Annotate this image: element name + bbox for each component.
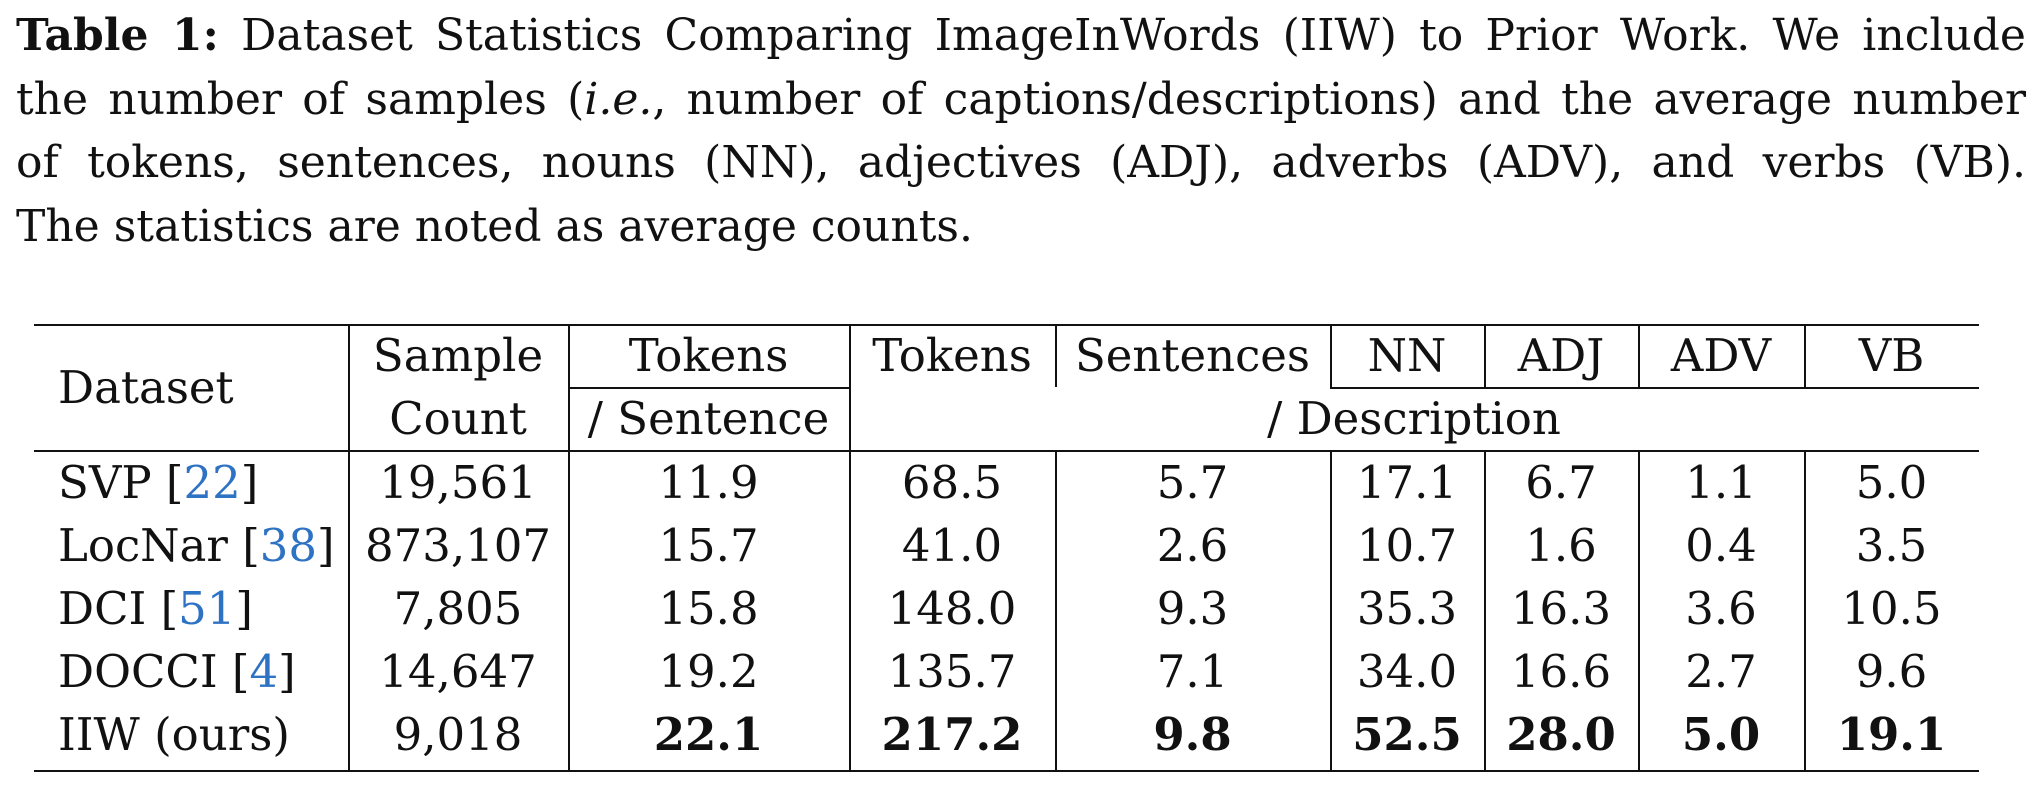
dataset-label: DCI [: [58, 582, 179, 635]
row-adv: 5.0: [1681, 708, 1761, 761]
row-nn: 10.7: [1356, 519, 1458, 572]
dataset-label-close: ]: [235, 582, 253, 635]
row-dataset-name: [58, 451, 348, 514]
row-sentences: 5.7: [1156, 456, 1229, 509]
row-adv: 0.4: [1685, 519, 1757, 572]
row-sample-count: 19,561: [379, 456, 537, 509]
dataset-label: LocNar [: [58, 519, 260, 572]
caption-line-2a: the number of samples (: [16, 73, 585, 125]
dataset-label-close: ]: [240, 456, 259, 509]
row-adj: 16.3: [1510, 582, 1612, 635]
header-vb: VB: [1858, 329, 1925, 382]
header-sentences: Sentences: [1074, 329, 1311, 382]
row-adj: 28.0: [1506, 708, 1616, 761]
caption-line-1: [16, 4, 2026, 68]
row-nn: 35.3: [1356, 582, 1458, 635]
row-dataset-name: [58, 514, 348, 577]
citation-link[interactable]: 38: [259, 519, 318, 572]
citation-link[interactable]: 51: [178, 582, 236, 635]
row-adv: 1.1: [1685, 456, 1757, 509]
dataset-label: DOCCI [: [58, 645, 250, 698]
header-adj: ADJ: [1517, 329, 1605, 382]
caption-line-3: of tokens, sentences, nouns (NN), adjectives (ADJ), adverbs (ADV), and verbs (VB).: [16, 137, 2026, 188]
caption-ie: i.e.: [584, 73, 653, 125]
row-adj: 16.6: [1510, 645, 1612, 698]
row-sentences: 9.3: [1156, 582, 1229, 635]
row-sample-count: 873,107: [364, 519, 552, 572]
row-tokens: 217.2: [881, 708, 1023, 761]
row-tokens: 135.7: [887, 645, 1017, 698]
row-tokens: 41.0: [901, 519, 1003, 572]
statistics-table: [34, 324, 1979, 774]
caption-line-2b: , number of captions/descriptions) and the average number: [652, 73, 2026, 125]
row-sentences: 2.6: [1156, 519, 1229, 572]
citation-link[interactable]: 4: [249, 645, 279, 698]
row-sample-count: 9,018: [393, 708, 523, 761]
row-tokens-per-sentence: 15.8: [658, 582, 759, 635]
header-sample-line1: Sample: [372, 329, 544, 382]
row-dataset-name: [58, 703, 348, 766]
row-tokens: 68.5: [901, 456, 1003, 509]
row-vb: 10.5: [1841, 582, 1942, 635]
row-sentences: 7.1: [1156, 645, 1229, 698]
row-sentences: 9.8: [1153, 708, 1232, 761]
dataset-label: IIW (ours): [58, 708, 290, 761]
row-vb: 5.0: [1855, 456, 1928, 509]
dataset-label-close: ]: [317, 519, 335, 572]
row-nn: 17.1: [1356, 456, 1458, 509]
header-tokens: Tokens: [872, 329, 1032, 382]
table-caption: [16, 4, 2026, 258]
header-adv: ADV: [1670, 329, 1772, 382]
caption-line-4: The statistics are noted as average counts.: [16, 200, 973, 252]
header-sample-line2: Count: [389, 392, 527, 445]
citation-link[interactable]: 22: [183, 456, 241, 509]
header-per-description: / Description: [1267, 392, 1561, 445]
row-adv: 3.6: [1685, 582, 1757, 635]
row-nn: 52.5: [1352, 708, 1462, 761]
row-adj: 1.6: [1525, 519, 1597, 572]
row-dataset-name: [58, 640, 348, 703]
header-nn: NN: [1367, 329, 1447, 382]
row-vb: 9.6: [1855, 645, 1928, 698]
dataset-label: SVP [: [58, 456, 184, 509]
header-tokens-per-sentence-line1: Tokens: [628, 329, 789, 382]
row-nn: 34.0: [1356, 645, 1458, 698]
header-tokens-per-sentence-line2: / Sentence: [587, 392, 830, 445]
row-tokens: 148.0: [887, 582, 1017, 635]
row-sample-count: 14,647: [379, 645, 537, 698]
row-tokens-per-sentence: 22.1: [653, 708, 764, 761]
row-tokens-per-sentence: 15.7: [658, 519, 759, 572]
row-vb: 19.1: [1836, 708, 1947, 761]
caption-line-1-text: Dataset Statistics Comparing ImageInWords (IIW) to Prior Work. We include: [241, 10, 2026, 61]
row-adv: 2.7: [1685, 645, 1757, 698]
row-sample-count: 7,805: [393, 582, 523, 635]
row-tokens-per-sentence: 11.9: [658, 456, 759, 509]
caption-line-2: [16, 68, 2026, 132]
dataset-label-close: ]: [278, 645, 296, 698]
table-bottom-rule: [34, 770, 1979, 772]
row-tokens-per-sentence: 19.2: [658, 645, 759, 698]
caption-label: Table 1:: [16, 10, 219, 61]
header-dataset: Dataset: [58, 361, 234, 414]
row-dataset-name: [58, 577, 348, 640]
row-adj: 6.7: [1525, 456, 1597, 509]
row-vb: 3.5: [1855, 519, 1928, 572]
